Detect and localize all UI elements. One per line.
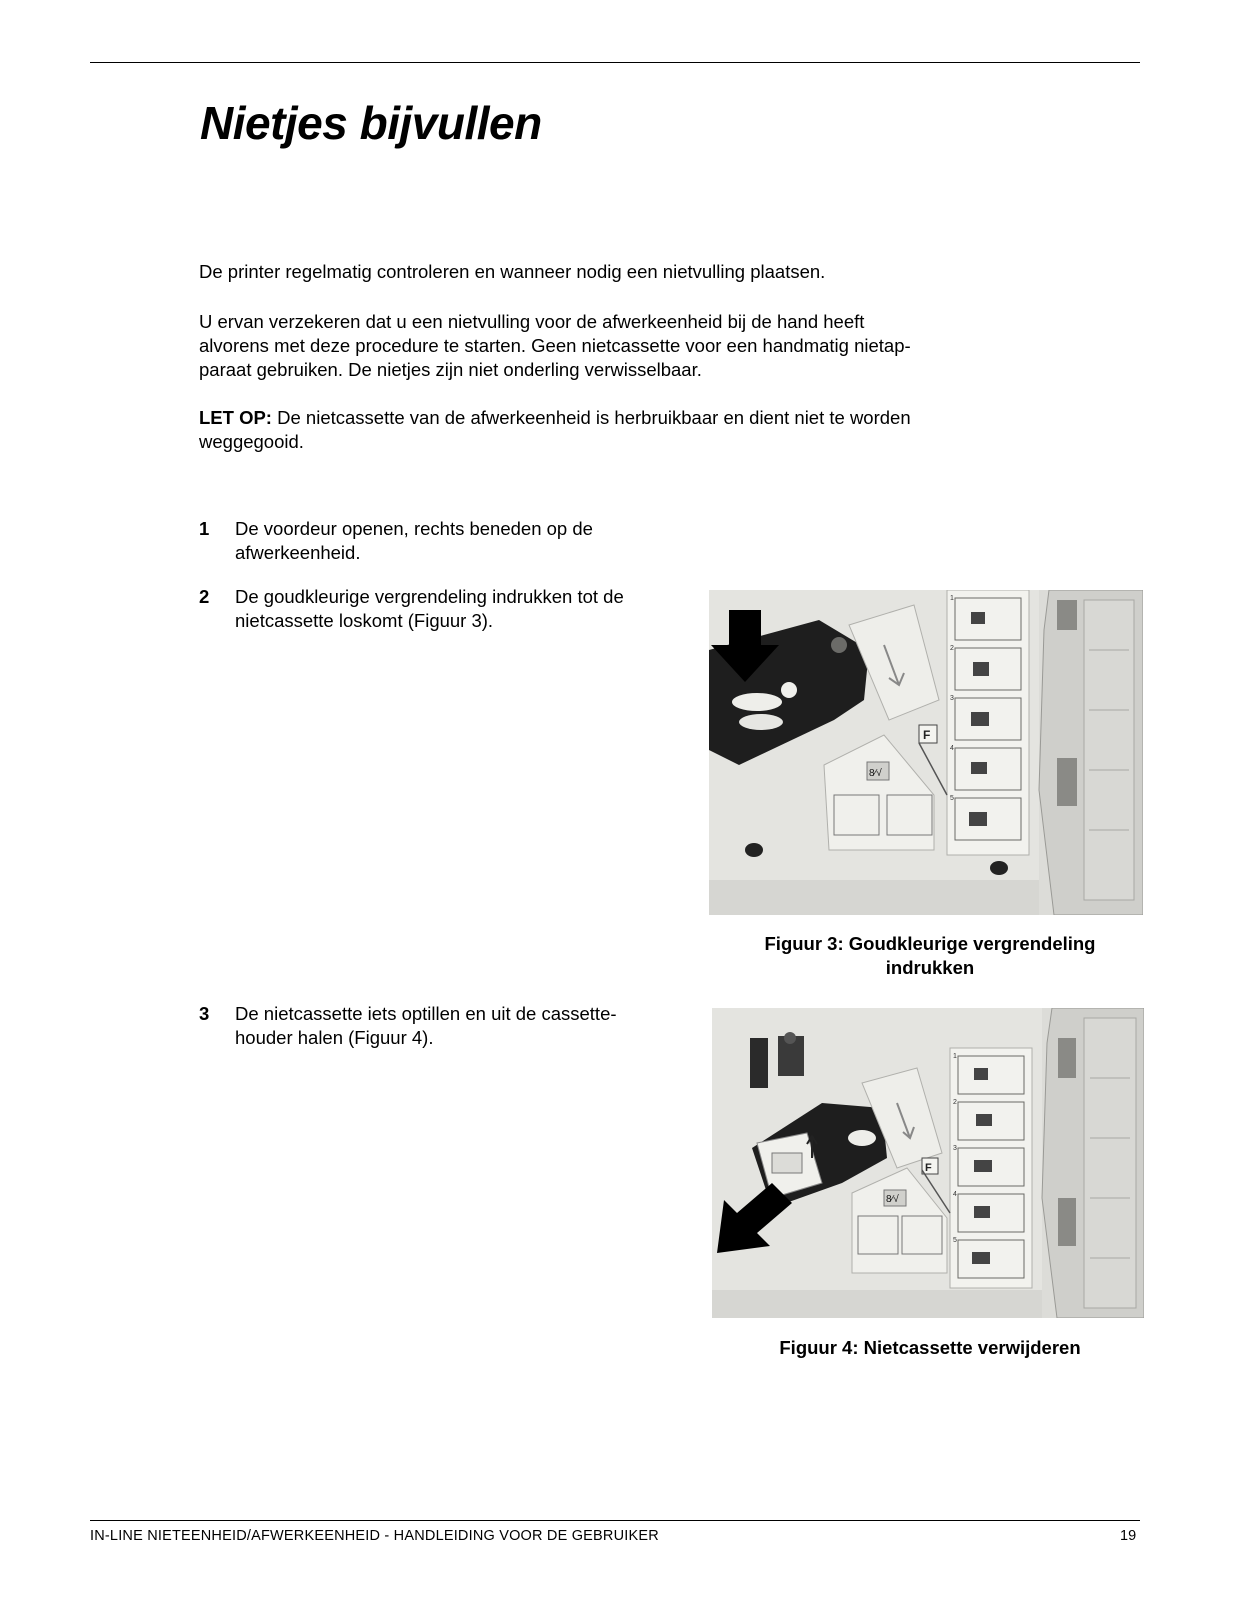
step-text xyxy=(235,1002,659,1050)
footer-rule xyxy=(90,1520,1140,1521)
figure-3-step-label-3: 3 xyxy=(950,695,954,702)
instruction-paragraph xyxy=(199,310,989,382)
step-2 xyxy=(199,585,659,633)
note-line: weggegooid. xyxy=(199,431,304,452)
figure-4-step-label-1: 1 xyxy=(953,1053,957,1060)
figure-4-step-label-4: 4 xyxy=(953,1191,957,1198)
step-3 xyxy=(199,1002,659,1050)
caption-line: Figuur 3: Goudkleurige vergrendeling xyxy=(764,933,1096,954)
step-number: 2 xyxy=(199,586,210,607)
intro-paragraph: De printer regelmatig controleren en wanneer nodig een nietvulling plaatsen. xyxy=(199,261,826,282)
figure-4-photo xyxy=(712,1008,1144,1318)
figure-3-caption xyxy=(730,932,1130,980)
page-number: 19 xyxy=(1120,1528,1137,1544)
figure-3-symbol-label: 8∕√ xyxy=(869,768,882,779)
figure-3-illustration xyxy=(709,590,1143,915)
header-rule xyxy=(90,62,1140,63)
figure-3-step-label-5: 5 xyxy=(950,795,954,802)
step-line: De goudkleurige vergrendeling indrukken tot de xyxy=(235,586,624,607)
step-number: 3 xyxy=(199,1003,210,1024)
step-text xyxy=(235,585,659,633)
step-line: afwerkeenheid. xyxy=(235,542,361,563)
figure-3-step-label-1: 1 xyxy=(950,595,954,602)
figure-4-step-label-2: 2 xyxy=(953,1099,957,1106)
note-label: LET OP: xyxy=(199,407,272,428)
step-line: houder halen (Figuur 4). xyxy=(235,1027,434,1048)
step-text xyxy=(235,517,659,565)
step-number: 1 xyxy=(199,518,210,539)
note-line: De nietcassette van de afwerkeenheid is herbruikbaar en dient niet te worden xyxy=(277,407,911,428)
instruction-line: alvorens met deze procedure te starten. Geen nietcassette voor een handmatig nietap- xyxy=(199,335,911,356)
instruction-line: U ervan verzekeren dat u een nietvulling voor de afwerkeenheid bij de hand heeft xyxy=(199,311,865,332)
instruction-line: paraat gebruiken. De nietjes zijn niet onderling verwisselbaar. xyxy=(199,359,702,380)
figure-4-symbol-label: 8∕√ xyxy=(886,1194,899,1205)
caption-line: indrukken xyxy=(885,957,975,978)
figure-3-step-label-2: 2 xyxy=(950,645,954,652)
figure-3-photo xyxy=(709,590,1143,915)
step-line: De voordeur openen, rechts beneden op de xyxy=(235,518,593,539)
caption-line: Figuur 4: Nietcassette verwijderen xyxy=(779,1337,1081,1358)
figure-3-f-label: F xyxy=(923,728,931,742)
figure-4-f-label: F xyxy=(925,1162,932,1174)
figure-4-caption xyxy=(730,1336,1130,1360)
step-line: nietcassette loskomt (Figuur 3). xyxy=(235,610,494,631)
step-1 xyxy=(199,517,659,565)
figure-4-illustration xyxy=(712,1008,1144,1318)
page-title: Nietjes bijvullen xyxy=(200,97,542,149)
figure-3-step-label-4: 4 xyxy=(950,745,954,752)
footer-title: IN-LINE NIETEENHEID/AFWERKEENHEID - HANDLEIDING VOOR DE GEBRUIKER xyxy=(90,1528,659,1544)
figure-4-step-label-5: 5 xyxy=(953,1237,957,1244)
step-line: De nietcassette iets optillen en uit de cassette- xyxy=(235,1003,617,1024)
figure-4-step-label-3: 3 xyxy=(953,1145,957,1152)
note-paragraph xyxy=(199,406,989,454)
